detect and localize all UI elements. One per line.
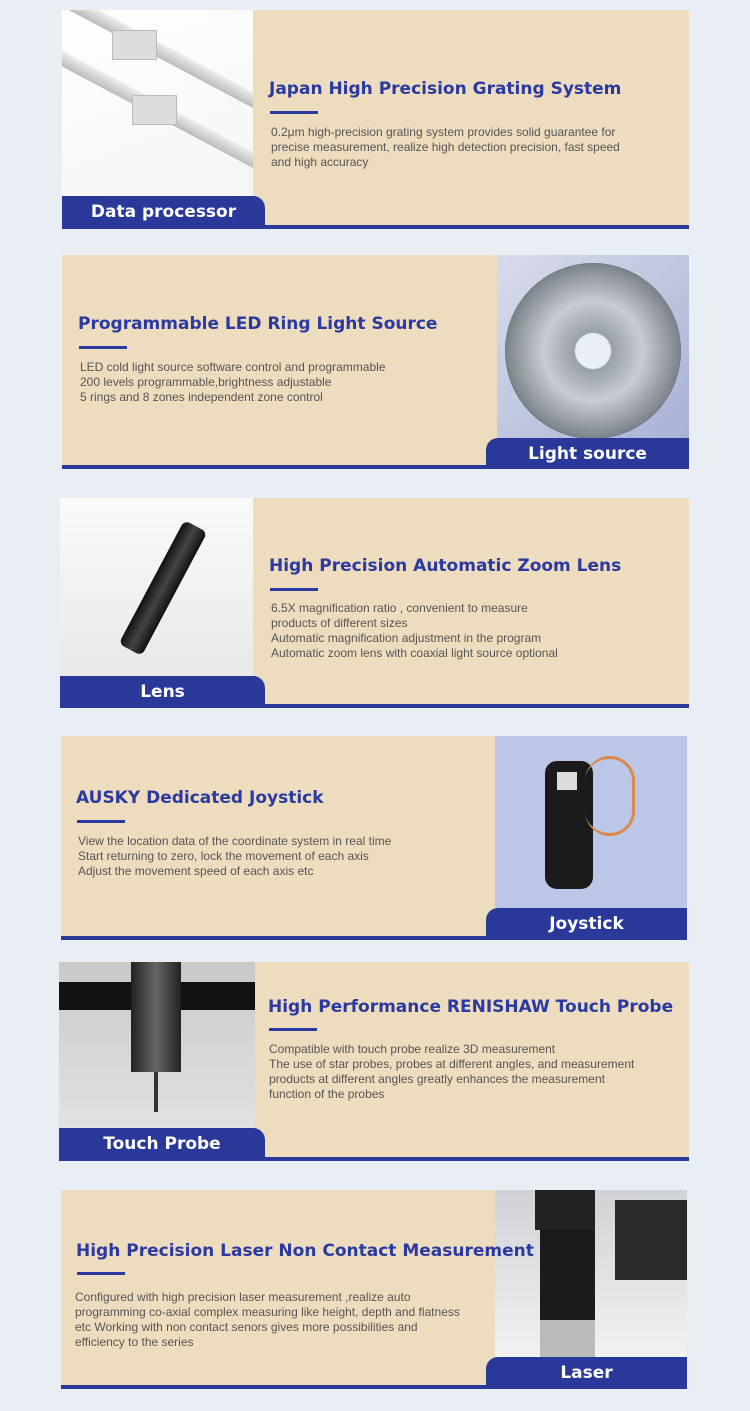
info-panel xyxy=(253,10,689,226)
section-title: High Precision Automatic Zoom Lens xyxy=(269,556,622,576)
section-description: View the location data of the coordinate system in real time Start returning to zero, lock the movement of each axis Adjust the movement speed of each axis etc xyxy=(78,834,392,878)
title-underline xyxy=(79,346,127,349)
laser-sensor-image xyxy=(495,1190,687,1358)
section-title: Japan High Precision Grating System xyxy=(269,79,622,99)
section-title: Programmable LED Ring Light Source xyxy=(78,314,438,334)
section-title: High Precision Laser Non Contact Measurement xyxy=(76,1241,534,1261)
joystick-image xyxy=(495,736,687,910)
section-title: AUSKY Dedicated Joystick xyxy=(76,788,324,808)
label-tag: Touch Probe xyxy=(59,1128,265,1160)
ring-light-image xyxy=(497,255,689,440)
title-underline xyxy=(270,588,318,591)
title-underline xyxy=(77,1272,125,1275)
label-tag: Light source xyxy=(486,438,689,469)
label-tag: Data processor xyxy=(62,196,265,228)
section-title: High Performance RENISHAW Touch Probe xyxy=(268,997,674,1017)
grating-scale-image xyxy=(62,10,253,226)
lens-image xyxy=(60,498,253,704)
info-panel xyxy=(61,1190,495,1386)
label-tag: Joystick xyxy=(486,908,687,939)
title-underline xyxy=(270,111,318,114)
section-description: Compatible with touch probe realize 3D measurement The use of star probes, probes at different angles, and measurement products at different angles greatly enhances the measurement function of the probes xyxy=(269,1042,635,1101)
section-description: LED cold light source software control and programmable 200 levels programmable,brightness adjustable 5 rings and 8 zones independent zone control xyxy=(80,360,386,404)
label-tag: Laser xyxy=(486,1357,687,1388)
section-description: 0.2μm high-precision grating system provides solid guarantee for precise measurement, realize high detection precision, fast speed and high accuracy xyxy=(271,125,620,169)
title-underline xyxy=(269,1028,317,1031)
section-description: 6.5X magnification ratio , convenient to measure products of different sizes Automatic magnification adjustment in the program Automatic zoom lens with coaxial light source optional xyxy=(271,601,558,660)
label-tag: Lens xyxy=(60,676,265,707)
section-description: Configured with high precision laser measurement ,realize auto programming co-axial complex measuring like height, depth and flatness etc Working with non contact senors gives more possibilities and efficiency to the series xyxy=(75,1290,460,1349)
title-underline xyxy=(77,820,125,823)
